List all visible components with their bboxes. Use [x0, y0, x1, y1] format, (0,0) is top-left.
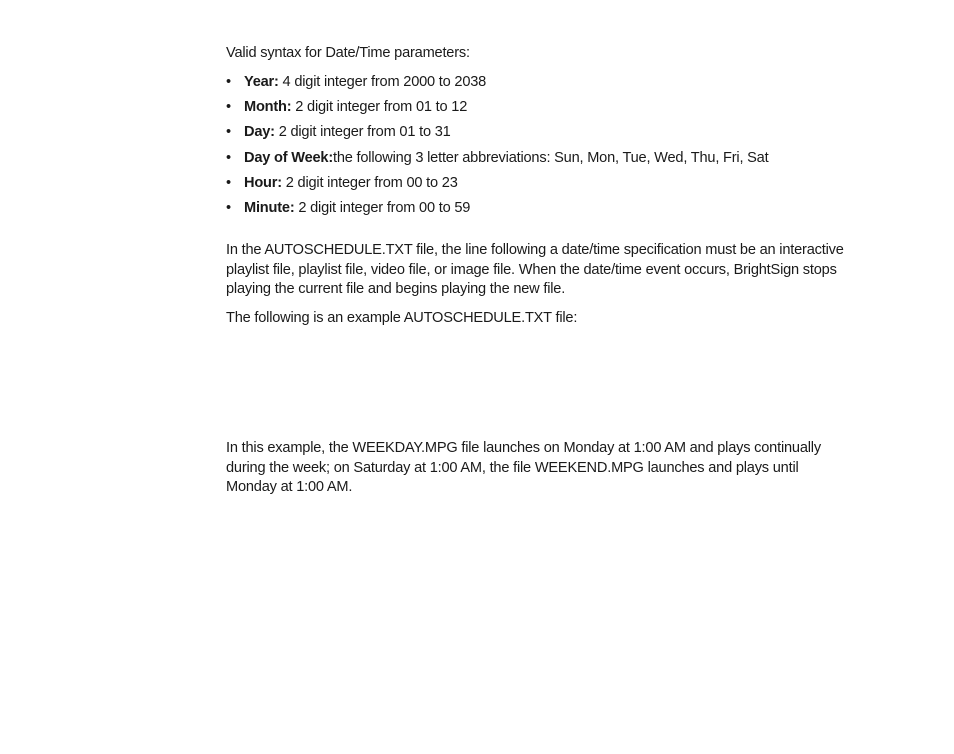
list-item: [226, 199, 866, 224]
example-explanation: In this example, the WEEKDAY.MPG file launches on Monday at 1:00 AM and plays continually during the week; on Saturday at 1:00 AM, the file WEEKEND.MPG launches and plays until Monday at 1:00 AM.: [226, 440, 821, 496]
param-description: 4 digit integer from 2000 to 2038: [278, 74, 487, 90]
bullet-icon: •: [226, 124, 231, 141]
bullet-icon: •: [226, 74, 231, 90]
param-name: Minute:: [244, 199, 295, 216]
document-page: [226, 44, 866, 498]
example-intro: The following is an example AUTOSCHEDULE.TXT file:: [226, 309, 578, 326]
autoschedule-description: In the AUTOSCHEDULE.TXT file, the line following a date/time specification must be an interactive playlist file, playlist file, video file, or image file. When the date/time event occurs, BrightSign stops playing the current file and begins playing the new file.: [226, 242, 844, 298]
datetime-parameter-list: [226, 73, 866, 224]
param-name: Year:: [244, 74, 279, 90]
list-item: [226, 123, 866, 148]
param-name: Hour:: [244, 174, 282, 191]
bullet-icon: •: [226, 174, 231, 191]
list-item: [226, 98, 866, 123]
list-item: [226, 149, 866, 174]
param-description: 2 digit integer from 00 to 59: [294, 199, 471, 216]
bullet-icon: •: [226, 199, 231, 216]
param-name: Month:: [244, 99, 292, 116]
param-description: 2 digit integer from 00 to 23: [281, 174, 458, 191]
param-description: the following 3 letter abbreviations: Sun, Mon, Tue, Wed, Thu, Fri, Sat: [332, 149, 769, 166]
bullet-icon: •: [226, 149, 231, 166]
list-item: [226, 73, 866, 98]
intro-text: Valid syntax for Date/Time parameters:: [226, 45, 470, 61]
param-name: Day:: [244, 124, 275, 141]
example-blank-area: [226, 328, 866, 439]
param-description: 2 digit integer from 01 to 31: [274, 124, 451, 141]
bullet-icon: •: [226, 99, 231, 116]
param-name: Day of Week:: [244, 149, 333, 166]
param-description: 2 digit integer from 01 to 12: [291, 99, 468, 116]
list-item: [226, 174, 866, 199]
